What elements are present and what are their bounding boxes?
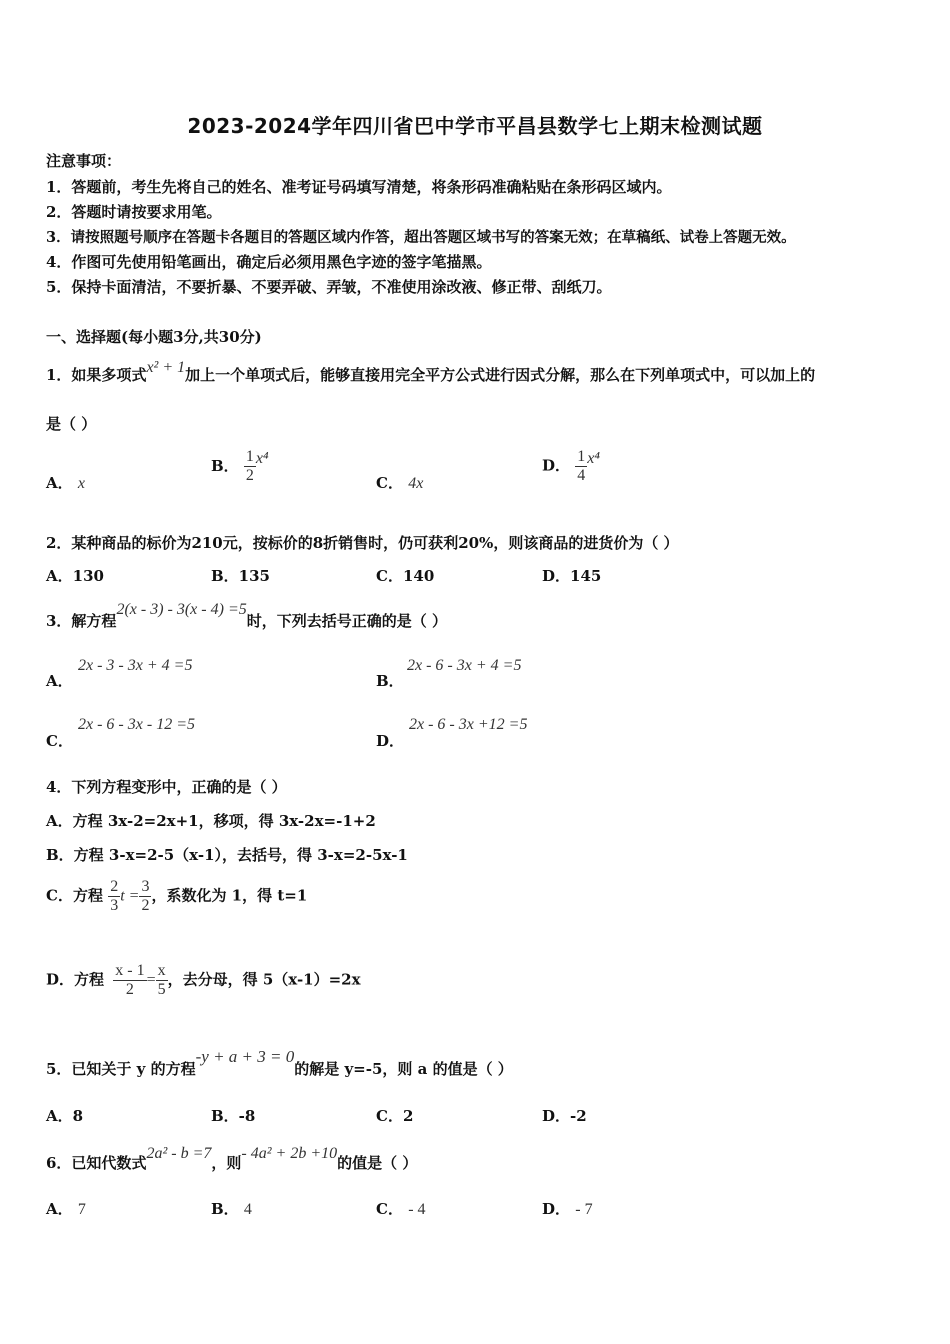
q4-option-b: B．方程 3-x=2-5（x-1），去括号，得 3-x=2-5x-1: [46, 846, 408, 864]
q1-option-d: D． $\frac{1}{4}$ x⁴: [542, 448, 600, 484]
q3-option-d-label: D．: [376, 732, 405, 750]
q5-option-a: A．8: [46, 1107, 84, 1125]
q1-option-c: C． 4x: [376, 474, 424, 492]
q3-option-b-label: B．: [376, 672, 404, 690]
question-3: 3．解方程2(x - 3) - 3(x - 4) =5时，下列去括号正确的是（ ）: [46, 601, 447, 630]
q1-prefix: 1．如果多项式: [46, 366, 147, 384]
q6-option-c: C． - 4: [376, 1200, 426, 1218]
q1-expression: x² + 1: [146, 359, 186, 376]
q6-expression-2: - 4a² + 2b +10: [241, 1145, 338, 1162]
q2-option-a: A．130: [46, 567, 104, 585]
question-6: 6．已知代数式2a² - b =7，则- 4a² + 2b +10的值是（ ）: [46, 1145, 418, 1172]
q2-option-c: C．140: [376, 567, 435, 585]
q3-option-a: 2x - 3 - 3x + 4 =5: [78, 657, 193, 674]
q6-option-a: A． 7: [46, 1200, 86, 1218]
q3-option-c: 2x - 6 - 3x - 12 =5: [78, 716, 195, 733]
notice-item: 5．保持卡面清洁，不要折暴、不要弄破、弄皱，不准使用涂改液、修正带、刮纸刀。: [46, 278, 612, 296]
notice-item: 1．答题前，考生先将自己的姓名、准考证号码填写清楚，将条形码准确粘贴在条形码区域内。: [46, 178, 672, 196]
question-2: 2．某种商品的标价为210元，按标价的8折销售时，仍可获利20%，则该商品的进货价为（ ）: [46, 534, 679, 552]
q2-option-d: D．145: [542, 567, 602, 585]
q3-option-d: 2x - 6 - 3x +12 =5: [409, 716, 528, 733]
notice-item: 2．答题时请按要求用笔。: [46, 203, 222, 221]
q5-option-d: D．-2: [542, 1107, 587, 1125]
page-title: 2023-2024学年四川省巴中学市平昌县数学七上期末检测试题: [187, 114, 763, 138]
q1-continuation: 是（ ）: [46, 415, 97, 433]
section-heading: 一、选择题(每小题3分,共30分): [46, 328, 262, 346]
question-1: [46, 359, 816, 385]
question-4: 4．下列方程变形中，正确的是（ ）: [46, 778, 287, 796]
q5-expression: -y + a + 3 = 0: [195, 1047, 295, 1066]
notice-heading: 注意事项：: [46, 152, 122, 170]
q5-option-c: C．2: [376, 1107, 414, 1125]
notice-item: 4．作图可先使用铅笔画出，确定后必须用黑色字迹的签字笔描黑。: [46, 253, 492, 271]
q6-option-b: B． 4: [211, 1200, 252, 1218]
q2-option-b: B．135: [211, 567, 270, 585]
q1-option-b: B． $\frac{1}{2}$ x⁴: [211, 448, 269, 484]
q3-expression: 2(x - 3) - 3(x - 4) =5: [116, 601, 247, 618]
q3-option-c-label: C．: [46, 732, 73, 750]
q1-option-a: A． x: [46, 474, 85, 492]
q3-option-b: 2x - 6 - 3x + 4 =5: [407, 657, 522, 674]
q1-text: 加上一个单项式后，能够直接用完全平方公式进行因式分解，那么在下列单项式中，可以加上的: [185, 366, 816, 384]
q6-option-d: D． - 7: [542, 1200, 593, 1218]
q4-option-a: A．方程 3x-2=2x+1，移项，得 3x-2x=-1+2: [46, 812, 376, 830]
question-5: 5．已知关于 y 的方程-y + a + 3 = 0的解是 y=-5，则 a 的值是（ ）: [46, 1047, 513, 1078]
q5-option-b: B．-8: [211, 1107, 256, 1125]
notice-item: 3．请按照题号顺序在答题卡各题目的答题区域内作答，超出答题区域书写的答案无效；在草稿纸、试卷上答题无效。: [46, 229, 796, 246]
q4-option-d: D．方程 $\frac{x - 1}{2}$ = $\frac{x}{5}$ ，去分母，得 5（x-1）=2x: [46, 962, 361, 998]
q4-option-c: C．方程 $\frac{2}{3}$ t = $\frac{3}{2}$ ，系数化为 1，得 t=1: [46, 878, 308, 914]
q3-option-a-label: A．: [46, 672, 73, 690]
q6-expression-1: 2a² - b =7: [146, 1145, 212, 1162]
